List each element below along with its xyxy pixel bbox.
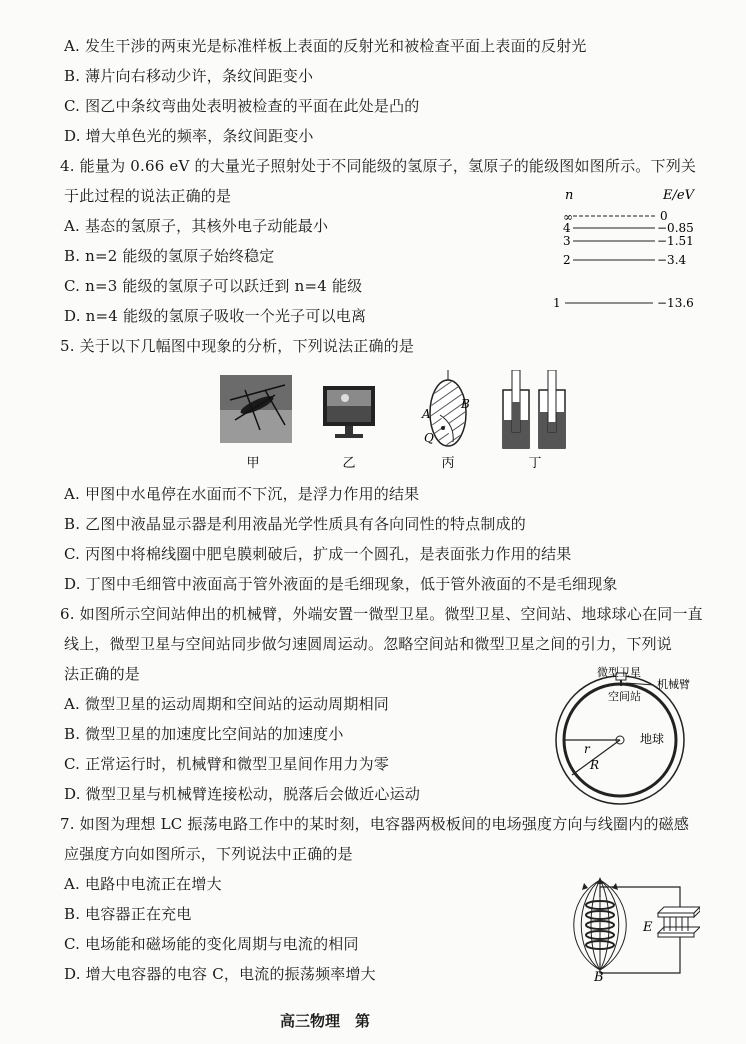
level-n-1: 1 xyxy=(553,296,561,310)
q4-option-b: B. n=2 能级的氢原子始终稳定 xyxy=(64,247,275,265)
q5-option-c: C. 丙图中将棉线圈中肥皂膜刺破后，扩成一个圆孔，是表面张力作用的结果 xyxy=(64,545,572,563)
q7-stem-line2: 应强度方向如图所示，下列说法中正确的是 xyxy=(64,845,353,863)
orbit-diagram xyxy=(550,665,740,810)
q5-option-b: B. 乙图中液晶显示器是利用液晶光学性质具有各向同性的特点制成的 xyxy=(64,515,526,533)
magnetic-field-lines xyxy=(574,880,627,970)
q7-option-d: D. 增大电容器的电容 C，电流的振荡频率增大 xyxy=(64,965,376,983)
caption-bing: 丙 xyxy=(441,456,455,471)
q3-option-a: A. 发生干涉的两束光是标准样板上表面的反射光和被检查平面上表面的反射光 xyxy=(64,37,587,55)
n-axis-label: n xyxy=(565,188,574,203)
label-arm: 机械臂 xyxy=(657,678,690,691)
q6-stem-line2: 线上，微型卫星与空间站同步做匀速圆周运动。忽略空间站和微型卫星之间的引力，下列说 xyxy=(64,635,673,653)
figure-ding-capillary-tubes xyxy=(503,370,565,448)
level-e-4: −0.85 xyxy=(657,221,694,235)
q6-option-b: B. 微型卫星的加速度比空间站的加速度小 xyxy=(64,725,344,743)
q3-option-b: B. 薄片向右移动少许，条纹间距变小 xyxy=(64,67,314,85)
label-earth: 地球 xyxy=(640,732,665,746)
label-q: Q xyxy=(424,431,434,445)
level-n-inf: ∞ xyxy=(563,210,573,224)
caption-ding: 丁 xyxy=(528,456,542,471)
label-E: E xyxy=(643,920,653,935)
q5-option-d: D. 丁图中毛细管中液面高于管外液面的是毛细现象，低于管外液面的不是毛细现象 xyxy=(64,575,618,593)
q6-option-c: C. 正常运行时，机械臂和微型卫星间作用力为零 xyxy=(64,755,390,773)
label-a: A xyxy=(422,407,431,421)
q4-stem-line2: 于此过程的说法正确的是 xyxy=(64,187,232,205)
q7-stem-line1: 7. 如图为理想 LC 振荡电路工作中的某时刻，电容器两极板间的电场强度方向与线圈内的磁感 xyxy=(60,815,690,833)
level-n-4: 4 xyxy=(563,221,571,235)
figure-jia-water-strider xyxy=(220,375,292,443)
label-B: B xyxy=(594,970,604,983)
q5-option-a: A. 甲图中水黾停在水面而不下沉，是浮力作用的结果 xyxy=(64,485,420,503)
level-e-1: −13.6 xyxy=(657,296,694,310)
q4-option-a: A. 基态的氢原子，其核外电子动能最小 xyxy=(64,217,329,235)
label-R: R xyxy=(590,758,600,772)
level-e-inf: 0 xyxy=(660,209,668,223)
q6-option-a: A. 微型卫星的运动周期和空间站的运动周期相同 xyxy=(64,695,389,713)
q6-stem-line1: 6. 如图所示空间站伸出的机械臂，外端安置一微型卫星。微型卫星、空间站、地球球心在同一直 xyxy=(60,605,703,623)
energy-level-diagram xyxy=(545,185,705,320)
figure-bing-soap-film xyxy=(425,370,475,470)
label-satellite: 微型卫星 xyxy=(597,666,641,679)
q3-option-c: C. 图乙中条纹弯曲处表明被检查的平面在此处是凸的 xyxy=(64,97,420,115)
caption-yi: 乙 xyxy=(342,456,356,471)
lc-circuit-diagram xyxy=(560,875,700,983)
label-b: B xyxy=(461,397,470,411)
capacitor xyxy=(658,907,700,937)
q7-option-b: B. 电容器正在充电 xyxy=(64,905,192,923)
q4-option-c: C. n=3 能级的氢原子可以跃迁到 n=4 能级 xyxy=(64,277,363,295)
q5-figures xyxy=(215,370,575,475)
label-station: 空间站 xyxy=(608,690,641,703)
q6-option-d: D. 微型卫星与机械臂连接松动，脱落后会做近心运动 xyxy=(64,785,421,803)
q7-option-a: A. 电路中电流正在增大 xyxy=(64,875,222,893)
page-footer: 高三物理 第 xyxy=(280,1012,371,1030)
q7-option-c: C. 电场能和磁场能的变化周期与电流的相同 xyxy=(64,935,359,953)
q3-option-d: D. 增大单色光的频率，条纹间距变小 xyxy=(64,127,314,145)
level-e-3: −1.51 xyxy=(657,234,694,248)
q4-option-d: D. n=4 能级的氢原子吸收一个光子可以电离 xyxy=(64,307,367,325)
q5-stem: 5. 关于以下几幅图中现象的分析，下列说法正确的是 xyxy=(60,337,415,355)
figure-yi-lcd-monitor xyxy=(323,386,375,438)
energy-axis-label: E/eV xyxy=(663,188,694,203)
level-n-2: 2 xyxy=(563,253,571,267)
q4-stem-line1: 4. 能量为 0.66 eV 的大量光子照射处于不同能级的氢原子，氢原子的能级图如图所示。下列关 xyxy=(60,157,697,175)
q6-stem-line3: 法正确的是 xyxy=(64,665,141,683)
level-e-2: −3.4 xyxy=(657,253,687,267)
caption-jia: 甲 xyxy=(246,456,260,471)
level-n-3: 3 xyxy=(563,234,571,248)
label-r: r xyxy=(584,742,590,756)
